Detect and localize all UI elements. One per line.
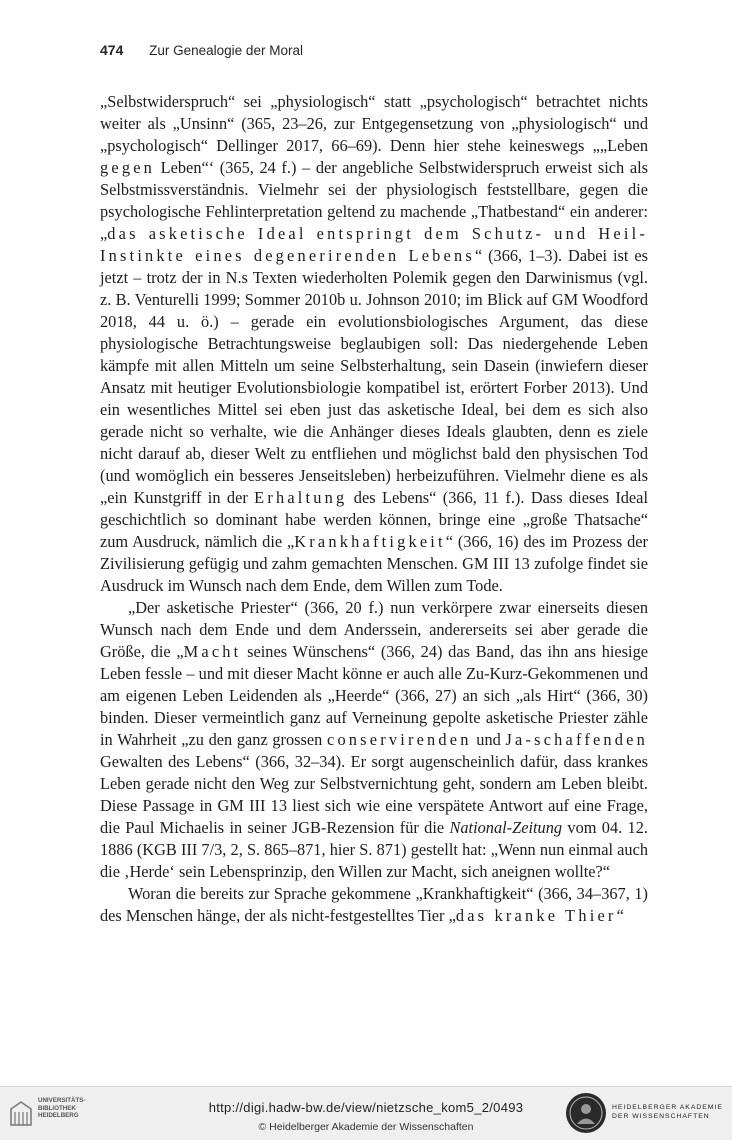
spaced-emphasis: das asketische Ideal entspringt dem Schutz- und Heil-Instinkte eines degenerirenden Lebens [100, 224, 648, 265]
text-run: des Lebens“ (366, 11 f.). Dass dieses Ideal geschichtlich so dominant habe werden können, bringe eine „große Thatsache“ zum Ausdruck, nämlich die „ [100, 488, 648, 551]
library-logo-text: UNIVERSITÄTS- BIBLIOTHEK HEIDELBERG [38, 1097, 86, 1119]
spaced-emphasis: Macht [183, 642, 242, 661]
spaced-emphasis: Ja-schaffenden [505, 730, 648, 749]
italic-title: National-Zeitung [449, 818, 563, 837]
text-run: seines Wünschens“ (366, 24) das Band, das ihn ans hiesige Leben fessle – und mit dieser Macht könne er auch alle Zu-Kurz-Gekommenen und am eigenen Leben Leidenden als „Heerde“ (366, 27) an sich „als Hirt“ (366, 30) binden. Dieser vermeintlich ganz auf Verneinung gepolte asketische Priester zähle in Wahrheit „zu den ganz grossen [100, 642, 648, 749]
academy-logo-text: HEIDELBERGER AKADEMIE DER WISSENSCHAFTEN [612, 1104, 723, 1120]
running-title: Zur Genealogie der Moral [149, 43, 303, 58]
text-run: “ [616, 906, 624, 925]
spaced-emphasis: gegen [100, 158, 156, 177]
footer-bar [0, 1086, 732, 1140]
text-run: „Selbstwiderspruch“ sei „physiologisch“ statt „psychologisch“ betrachtet nichts weiter als „Unsinn“ (365, 23–26, zur Entgegensetzung von „physiologisch“ und „psychologisch“ Dellinger 2017, 66–69). Denn hier stehe keineswegs „„Leben [100, 92, 648, 155]
text-run: und [471, 730, 506, 749]
paragraph-3 [100, 883, 648, 927]
text-run: vom 04. 12. 1886 (KGB III 7/3, 2, S. 865–871, hier S. 871) gestellt hat: „Wenn nun einmal auch die ‚Herde‘ sein Lebensprinzip, den Willen zur Macht, sich aneignen wollte?“ [100, 818, 648, 881]
running-header [100, 42, 648, 66]
source-url-link[interactable]: http://digi.hadw-bw.de/view/nietzsche_kom5_2/0493 [208, 1100, 524, 1115]
text-run: „Der asketische Priester“ (366, 20 f.) nun verkörpere zwar einerseits diesen Wunsch nach dem Ende und dem Anderssein, andererseits sei aber gerade die Größe, die „ [100, 598, 648, 661]
spaced-emphasis: Erhaltung [254, 488, 348, 507]
text-run: Woran die bereits zur Sprache gekommene „Krankhaftigkeit“ (366, 34–367, 1) des Menschen hänge, der als nicht-festgestelltes Tier „ [100, 884, 648, 925]
academy-logo [566, 1091, 726, 1135]
paragraph-2 [100, 597, 648, 883]
text-run: “ (366, 1–3). Dabei ist es jetzt – trotz der in N.s Texten wiederholten Polemik gegen den Darwinismus (vgl. z. B. Venturelli 1999; Sommer 2010b u. Johnson 2010; im Blick auf GM Woodford 2018, 44 u. ö.) – gerade ein evolutionsbiologisches Argument, das diese physiologische Betrachtungsweise beglaubigen soll: Das niedergehende Leben kämpfe mit allen Mitteln um seine Selbsterhaltung, sein Dasein (inwiefern dieser Ansatz mit heutiger Evolutionsbiologie kompatibel ist, erörtert Forber 2013). Und ein wesentliches Mittel sei eben just das asketische Ideal, bei dem es sich also gerade nicht so verhalte, wie die Anhänger dieses Ideals glaubten, denn es ziele nicht darauf ab, dieser Welt zu entfliehen und möglichst bald den physischen Tod (und womöglich ein besseres Jenseitsleben) herbeizuführen. Vielmehr diene es als „ein Kunstgriff in der [100, 246, 648, 507]
spaced-emphasis: Krankhaftigkeit [294, 532, 446, 551]
text-run: Leben“‘ (365, 24 f.) – der angebliche Selbstwiderspruch erweist sich als Selbstmissverständnis. Vielmehr sei der physiologisch feststellbare, gegen die psychologische Fehlinterpretation geltend zu machende „Thatbestand“ ein anderer: „ [100, 158, 648, 243]
academy-seal-icon [566, 1093, 606, 1133]
copyright-notice: © Heidelberger Akademie der Wissenschaften [258, 1121, 474, 1133]
text-run: Gewalten des Lebens“ (366, 32–34). Er sorgt augenscheinlich dafür, dass krankes Leben gerade nicht den Weg zur Selbstvernichtung geht, sondern am Leben bleibt. Diese Passage in GM III 13 liest sich wie eine verspätete Antwort auf eine Frage, die Paul Michaelis in seiner JGB-Rezension für die [100, 752, 648, 837]
paragraph-1 [100, 91, 648, 597]
text-run: “ (366, 16) des im Prozess der Zivilisierung gefügig und zahm gemachten Menschen. GM III 13 zufolge findet sie Ausdruck im Wunsch nach dem Ende, dem Willen zum Tode. [100, 532, 648, 595]
spaced-emphasis: das kranke Thier [455, 906, 617, 925]
page-number: 474 [100, 42, 124, 58]
main-text [100, 91, 648, 927]
spaced-emphasis: conservirenden [326, 730, 472, 749]
